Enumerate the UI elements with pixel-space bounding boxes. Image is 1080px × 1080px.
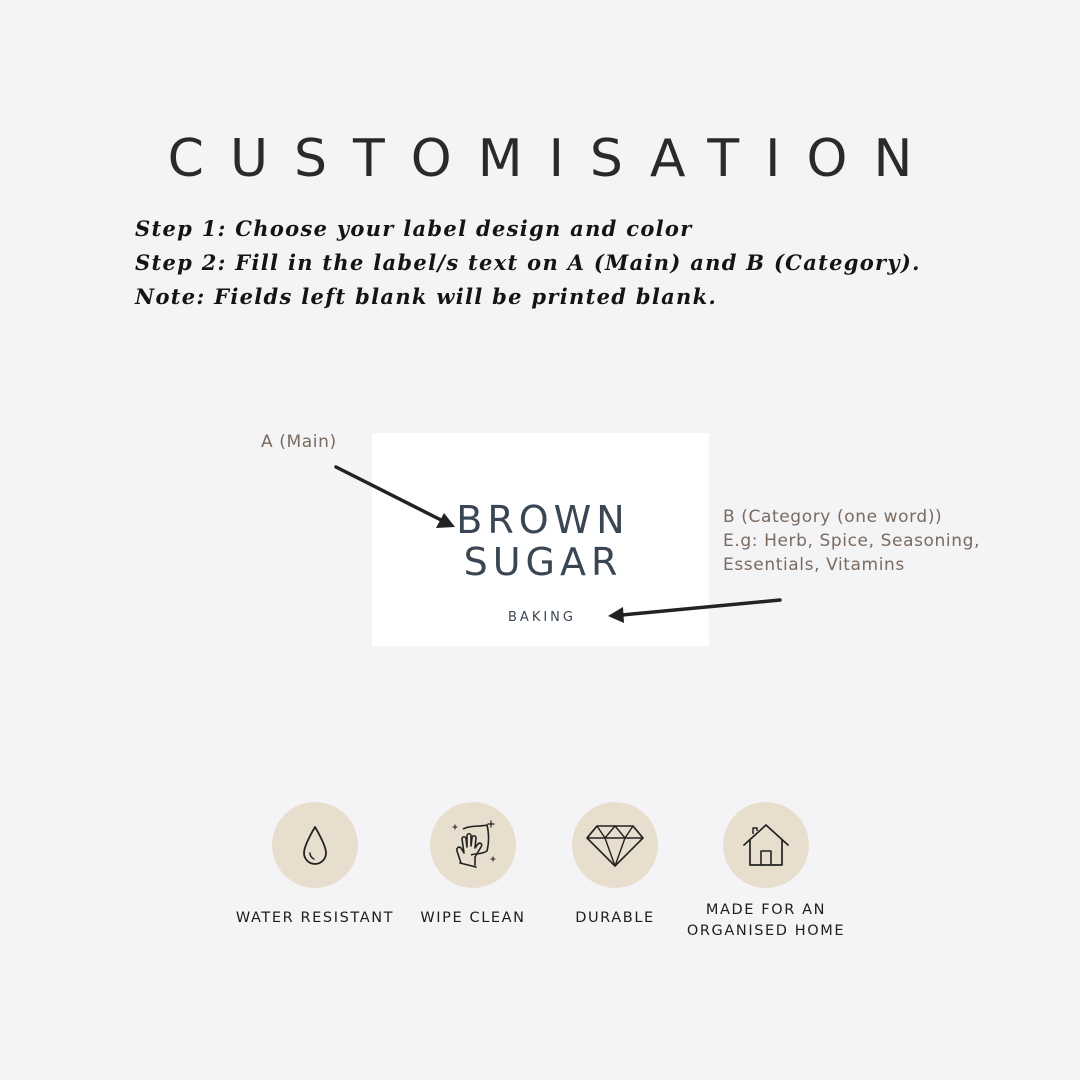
icon-circle — [572, 802, 658, 888]
label-category-text: BAKING — [508, 610, 576, 625]
step-1-text: Step 1: Choose your label design and color — [135, 216, 693, 241]
house-icon — [740, 819, 792, 871]
feature-organised-home — [671, 800, 861, 942]
feature-label — [671, 900, 861, 942]
annotation-b-line-1: B (Category (one word)) — [723, 507, 943, 527]
page-title: CUSTOMISATION — [167, 129, 939, 189]
label-preview — [372, 433, 709, 646]
annotation-b-line-3: Essentials, Vitamins — [723, 555, 905, 575]
annotation-b-category — [723, 505, 980, 577]
label-main-line-1: BROWN — [456, 498, 630, 542]
label-main-text — [372, 499, 709, 583]
icon-circle — [430, 802, 516, 888]
feature-label-line: DURABLE — [575, 910, 655, 926]
feature-label-line-2: ORGANISED HOME — [686, 923, 846, 939]
annotation-b-line-2: E.g: Herb, Spice, Seasoning, — [723, 531, 981, 551]
label-main-line-2: SUGAR — [463, 540, 623, 584]
diamond-icon — [583, 820, 647, 870]
feature-label-line-1: MADE FOR AN — [705, 902, 827, 918]
annotation-a-main: A (Main) — [261, 432, 337, 452]
feature-label-line: WATER RESISTANT — [235, 910, 395, 926]
feature-label-line: WIPE CLEAN — [420, 910, 526, 926]
icon-circle — [723, 802, 809, 888]
water-drop-icon — [295, 823, 335, 867]
instructions — [135, 212, 995, 314]
step-2-text: Step 2: Fill in the label/s text on A (Main) and B (Category). — [135, 250, 921, 275]
icon-circle — [272, 802, 358, 888]
wipe-clean-hand-icon — [443, 815, 503, 875]
note-text: Note: Fields left blank will be printed blank. — [135, 284, 718, 309]
